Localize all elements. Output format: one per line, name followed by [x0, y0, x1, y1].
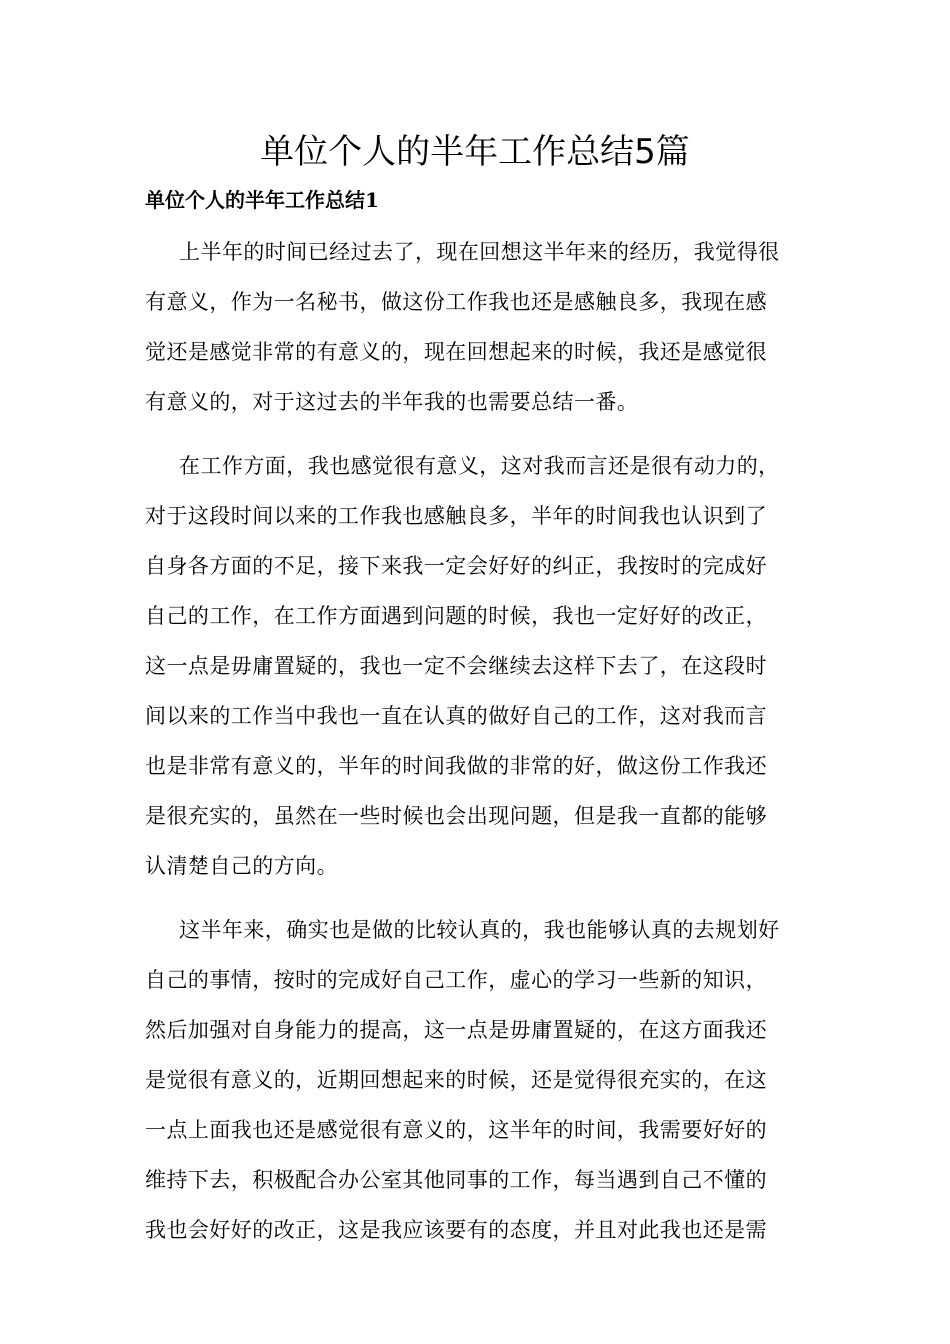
- paragraph-line: 在工作方面，我也感觉很有意义，这对我而言还是很有动力的，: [179, 454, 780, 478]
- paragraph-line: 是很充实的，虽然在一些时候也会出现问题，但是我一直都的能够: [145, 804, 768, 828]
- paragraph-line: 也是非常有意义的，半年的时间我做的非常的好，做这份工作我还: [145, 754, 768, 778]
- paragraph-line: 有意义的，对于这过去的半年我的也需要总结一番。: [145, 390, 639, 414]
- paragraph-line: 自身各方面的不足，接下来我一定会好好的纠正，我按时的完成好: [145, 554, 768, 578]
- paragraph-line: 间以来的工作当中我也一直在认真的做好自己的工作，这对我而言: [145, 704, 768, 728]
- paragraph-line: 这一点是毋庸置疑的，我也一定不会继续去这样下去了，在这段时: [145, 654, 768, 678]
- paragraph-line: 上半年的时间已经过去了，现在回想这半年来的经历，我觉得很: [179, 240, 780, 264]
- paragraph-line: 对于这段时间以来的工作我也感触良多，半年的时间我也认识到了: [145, 504, 768, 528]
- body-paragraph: [145, 441, 807, 891]
- paragraph-line: 是觉很有意义的，近期回想起来的时候，还是觉得很充实的，在这: [145, 1068, 768, 1092]
- paragraph-line: 维持下去，积极配合办公室其他同事的工作，每当遇到自己不懂的: [145, 1168, 768, 1192]
- paragraph-line: 然后加强对自身能力的提高，这一点是毋庸置疑的，在这方面我还: [145, 1018, 768, 1042]
- paragraph-line: 这半年来，确实也是做的比较认真的，我也能够认真的去规划好: [179, 918, 780, 942]
- paragraph-line: 一点上面我也还是感觉很有意义的，这半年的时间，我需要好好的: [145, 1118, 768, 1142]
- document-title: 单位个人的半年工作总结5篇: [260, 132, 690, 172]
- paragraph-line: 认清楚自己的方向。: [145, 854, 339, 878]
- body-paragraph: [145, 905, 807, 1255]
- paragraph-line: 有意义，作为一名秘书，做这份工作我也还是感触良多，我现在感: [145, 290, 768, 314]
- body-paragraph: [145, 227, 807, 427]
- document-body: [145, 227, 807, 1269]
- section-heading: 单位个人的半年工作总结1: [145, 188, 379, 212]
- paragraph-line: 觉还是感觉非常的有意义的，现在回想起来的时候，我还是感觉很: [145, 340, 768, 364]
- paragraph-line: 自己的事情，按时的完成好自己工作，虚心的学习一些新的知识，: [145, 968, 768, 992]
- paragraph-line: 我也会好好的改正，这是我应该要有的态度，并且对此我也还是需: [145, 1218, 768, 1242]
- paragraph-line: 自己的工作，在工作方面遇到问题的时候，我也一定好好的改正，: [145, 604, 768, 628]
